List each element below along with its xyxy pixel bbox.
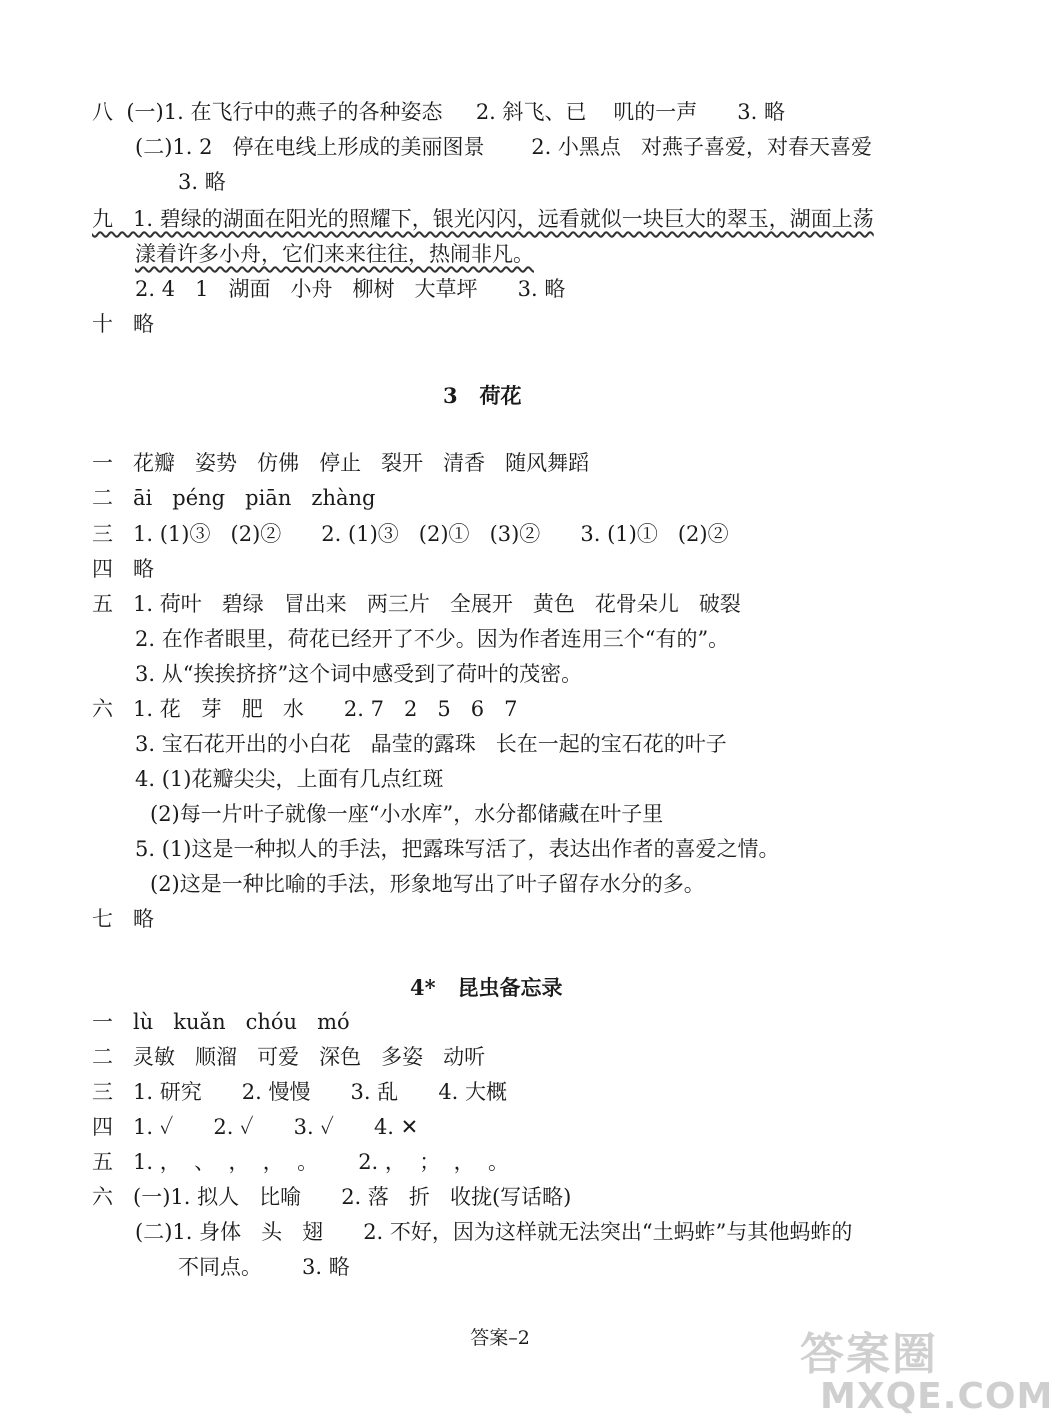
page-number: 答案–2 [470,1327,530,1349]
insect-line-4: 四 1. ✓ 2. ✓ 3. ✓ 4. ✕ [92,1115,419,1139]
answer-line-9-1: 九 1. 碧绿的湖面在阳光的照耀下，银光闪闪，远看就似一块巨大的翠玉，湖面上荡 [92,207,874,231]
answer-line-9-3: 2. 4 1 湖面 小舟 柳树 大草坪 3. 略 [135,277,566,301]
lotus-line-3: 三 1. (1)③ (2)② 2. (1)③ (2)① (3)② 3. (1)① (2)② [92,522,729,546]
lotus-line-6-5: 5. (1)这是一种拟人的手法，把露珠写活了，表达出作者的喜爱之情。 [135,837,780,861]
lotus-line-5-3: 3. 从“挨挨挤挤”这个词中感受到了荷叶的茂密。 [135,662,583,686]
lotus-line-6: 六 1. 花 芽 肥 水 2. 7 2 5 6 7 [92,697,518,721]
lesson-title-insects: 4* 昆虫备忘录 [410,975,563,1000]
insect-line-6-3: 不同点。 3. 略 [178,1255,350,1279]
insect-line-5: 五 1. ， 、 ， ， 。 2. ， ； ， 。 [92,1150,509,1174]
lotus-line-1: 一 花瓣 姿势 仿佛 停止 裂开 清香 随风舞蹈 [92,451,590,475]
lotus-line-4: 四 略 [92,557,155,581]
answer-line-10: 十 略 [92,312,155,336]
lotus-line-6-4: 4. (1)花瓣尖尖，上面有几点红斑 [135,767,444,791]
lotus-line-6-4-2: (2)每一片叶子就像一座“小水库”，水分都储藏在叶子里 [150,802,664,826]
lotus-line-6-5-2: (2)这是一种比喻的手法，形象地写出了叶子留存水分的多。 [150,872,705,896]
insect-line-2: 二 灵敏 顺溜 可爱 深色 多姿 动听 [92,1045,486,1069]
answer-line-8-1: 八 (一)1. 在飞行中的燕子的各种姿态 2. 斜飞、已 叽的一声 3. 略 [92,100,785,124]
insect-line-6: 六 (一)1. 拟人 比喻 2. 落 折 收拢(写话略) [92,1185,572,1209]
answer-line-8-3: 3. 略 [178,170,226,194]
answer-line-9-2: 漾着许多小舟，它们来来往往，热闹非凡。 [135,242,534,266]
lotus-line-2: 二 āi péng piān zhàng [92,486,376,510]
insect-line-6-2: (二)1. 身体 头 翅 2. 不好，因为这样就无法突出“土蚂蚱”与其他蚂蚱的 [135,1220,853,1244]
lotus-line-6-3: 3. 宝石花开出的小白花 晶莹的露珠 长在一起的宝石花的叶子 [135,732,727,756]
insect-line-3: 三 1. 研究 2. 慢慢 3. 乱 4. 大概 [92,1080,508,1104]
lesson-title-lotus: 3 荷花 [443,383,522,408]
insect-line-1: 一 lù kuǎn chóu mó [92,1010,350,1034]
answer-line-8-2: (二)1. 2 停在电线上形成的美丽图景 2. 小黑点 对燕子喜爱，对春天喜爱 [135,135,872,159]
watermark-bottom-text: MXQE.COM [820,1376,1053,1417]
watermark-top-text: 答案圈 [800,1329,938,1380]
lotus-line-7: 七 略 [92,907,155,931]
lotus-line-5-2: 2. 在作者眼里，荷花已经开了不少。因为作者连用三个“有的”。 [135,627,730,651]
watermark-logo [800,1318,1053,1418]
lotus-line-5: 五 1. 荷叶 碧绿 冒出来 两三片 全展开 黄色 花骨朵儿 破裂 [92,592,741,616]
